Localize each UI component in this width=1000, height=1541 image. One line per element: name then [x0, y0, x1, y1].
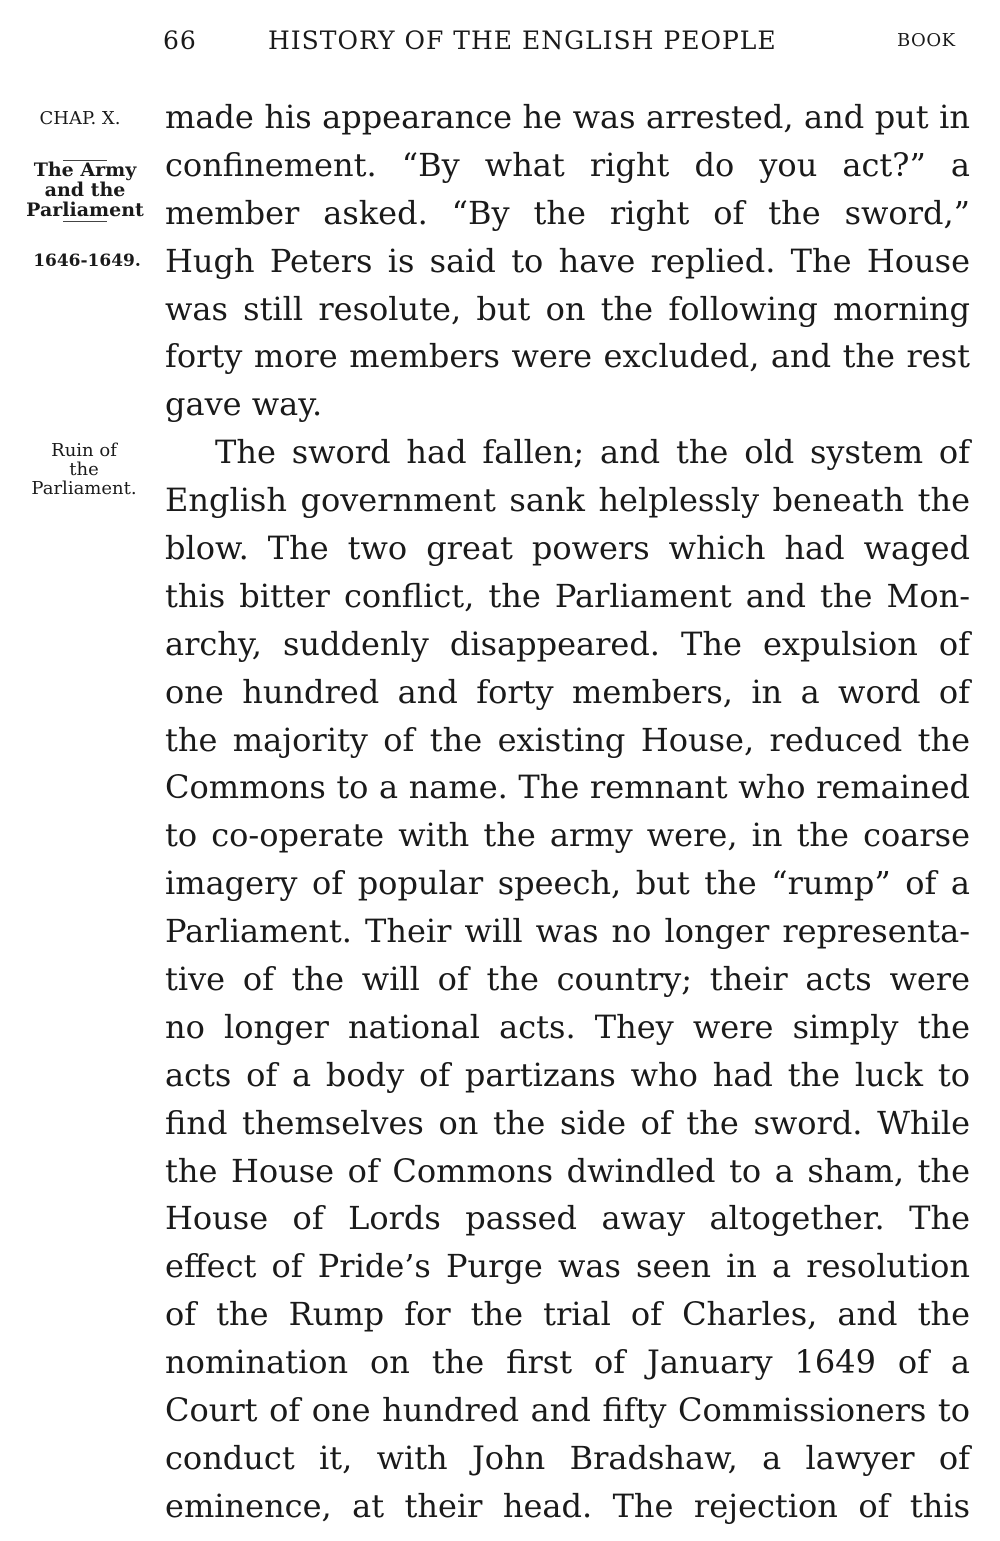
text-line: was still resolute, but on the following morning: [165, 289, 970, 328]
text-line: to co-operate with the army were, in the coarse: [165, 816, 970, 855]
text-line: conduct it, with John Bradshaw, a lawyer of: [165, 1438, 970, 1477]
text-line: Commons to a name. The remnant who remained: [165, 768, 970, 807]
text-line: one hundred and forty members, in a word of: [165, 672, 970, 711]
text-line: of the Rump for the trial of Charles, and the: [165, 1295, 970, 1334]
running-book-label: BOOK: [897, 30, 956, 51]
text-line: nomination on the first of January 1649 of a: [165, 1343, 970, 1382]
text-line: blow. The two great powers which had waged: [165, 529, 970, 568]
body-text: [165, 94, 970, 1531]
text-line: English government sank helplessly beneath the: [165, 481, 970, 520]
text-line: effect of Pride’s Purge was seen in a resolution: [165, 1247, 970, 1286]
text-line: House of Lords passed away altogether. The: [165, 1199, 970, 1238]
side-note-army-line2: and the: [44, 178, 126, 201]
side-note-rule-bottom: [63, 221, 107, 222]
text-line: no longer national acts. They were simply the: [165, 1007, 970, 1046]
side-note-ruin-line2: the: [69, 458, 99, 480]
running-title: HISTORY OF THE ENGLISH PEOPLE: [268, 26, 777, 55]
side-note-army-line3: Parliament: [26, 198, 144, 221]
page-number: 66: [163, 26, 197, 55]
running-header: [0, 26, 1000, 66]
text-line: Hugh Peters is said to have replied. The House: [165, 241, 970, 280]
text-line-paragraph-start: The sword had fallen; and the old system of: [215, 433, 970, 472]
side-note-ruin-line1: Ruin of: [51, 440, 117, 461]
side-note-ruin-of-parliament: [10, 442, 158, 499]
text-line: gave way.: [165, 385, 323, 424]
side-note-army-line1: The Army: [33, 159, 137, 181]
text-line: archy, suddenly disappeared. The expulsion of: [165, 624, 970, 663]
side-note-army-parliament: [10, 160, 160, 222]
side-note-chapter: CHAP. X.: [39, 108, 121, 129]
text-line: find themselves on the side of the sword. While: [165, 1103, 970, 1142]
text-line: the House of Commons dwindled to a sham, the: [165, 1151, 970, 1190]
text-line: forty more members were excluded, and the rest: [165, 337, 970, 376]
text-line: eminence, at their head. The rejection of this: [165, 1486, 970, 1525]
text-line: this bitter conflict, the Parliament and the Mon-: [165, 576, 970, 615]
text-line: imagery of popular speech, but the “rump” of a: [165, 864, 970, 903]
text-line: Court of one hundred and fifty Commissioners to: [165, 1391, 970, 1430]
text-line: member asked. “By the right of the sword,”: [165, 193, 970, 232]
side-note-dates: 1646-1649.: [33, 251, 141, 271]
text-line: made his appearance he was arrested, and put in: [165, 98, 970, 136]
text-line: the majority of the existing House, reduced the: [165, 720, 970, 759]
text-line: confinement. “By what right do you act?” a: [165, 145, 970, 184]
text-line: Parliament. Their will was no longer representa-: [165, 912, 970, 951]
text-line: tive of the will of the country; their acts were: [165, 960, 970, 999]
side-note-ruin-line3: Parliament.: [31, 477, 137, 499]
text-line: acts of a body of partizans who had the luck to: [165, 1055, 970, 1094]
